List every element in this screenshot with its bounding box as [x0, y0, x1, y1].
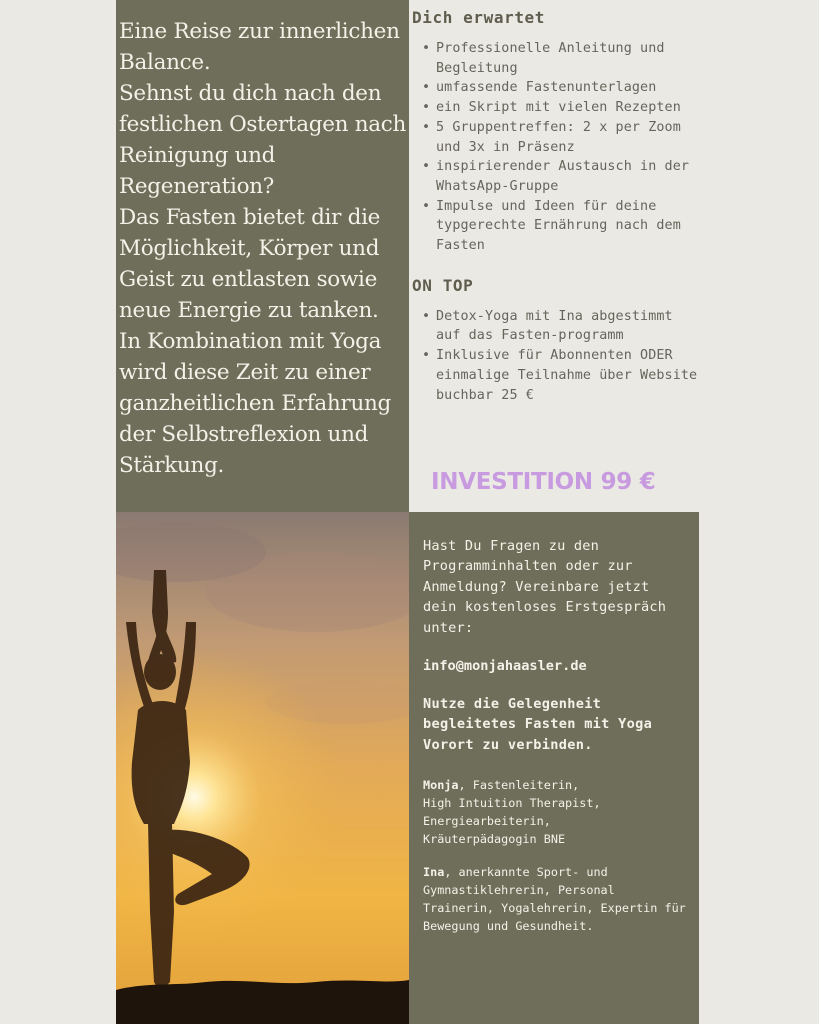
expect-list [412, 39, 699, 256]
cta-text: Nutze die Gelegenheit begleitetes Fasten mit Yoga Vorort zu verbinden. [423, 696, 653, 753]
bio-name: Ina [423, 865, 445, 880]
email-link[interactable]: info@monjahaasler.de [423, 658, 587, 675]
bio-monja [423, 777, 689, 848]
list-item: • Detox-Yoga mit Ina abgestimmt auf das Fasten-programm [436, 307, 699, 346]
list-item: • ein Skript mit vielen Rezepten [436, 98, 699, 118]
bio-text: , anerkannte Sport- und Gymnastiklehrerin, Personal Trainerin, Yogalehrerin, Expertin für Bewegung und Gesundheit. [423, 865, 686, 933]
price-label: INVESTITION 99 € [431, 469, 656, 495]
intro-text: Eine Reise zur innerlichen Balance. Sehnst du dich nach den festlichen Ostertagen nach Reinigung und Regeneration? Das Fasten bietet dir die Möglichkeit, Körper und Geist zu entlasten sowie neue Energie zu tanken. In Kombination mit Yoga wird diese Zeit zu einer ganzheitlichen Erfahrung der Selbstreflexion und Stärkung. [119, 19, 407, 478]
contact-panel [409, 512, 699, 1024]
list-item: • Inklusive für Abonnenten ODER einmalige Teilnahme über Website buchbar 25 € [436, 346, 699, 405]
contact-text: Hast Du Fragen zu den Programminhalten oder zur Anmeldung? Vereinbare jetzt dein kostenloses Erstgespräch unter: [423, 538, 667, 636]
ontop-heading: ON TOP [412, 275, 474, 295]
bio-ina [423, 864, 689, 935]
list-item: • Impulse und Ideen für deine typgerechte Ernährung nach dem Fasten [436, 197, 699, 256]
offer-panel [409, 0, 699, 512]
list-item: • Professionelle Anleitung und Begleitung [436, 39, 699, 78]
ontop-list [412, 307, 699, 406]
list-item: • 5 Gruppentreffen: 2 x per Zoom und 3x in Präsenz [436, 118, 699, 157]
bio-name: Monja [423, 778, 459, 793]
intro-panel [116, 0, 409, 512]
expect-heading: Dich erwartet [412, 8, 546, 27]
yoga-sunset-photo [116, 512, 409, 1024]
bio-text: , Fastenleiterin, High Intuition Therapist, Energiearbeiterin, Kräuterpädagogin BNE [423, 778, 601, 846]
list-item: • inspirierender Austausch in der WhatsApp-Gruppe [436, 157, 699, 196]
list-item: • umfassende Fastenunterlagen [436, 78, 699, 98]
